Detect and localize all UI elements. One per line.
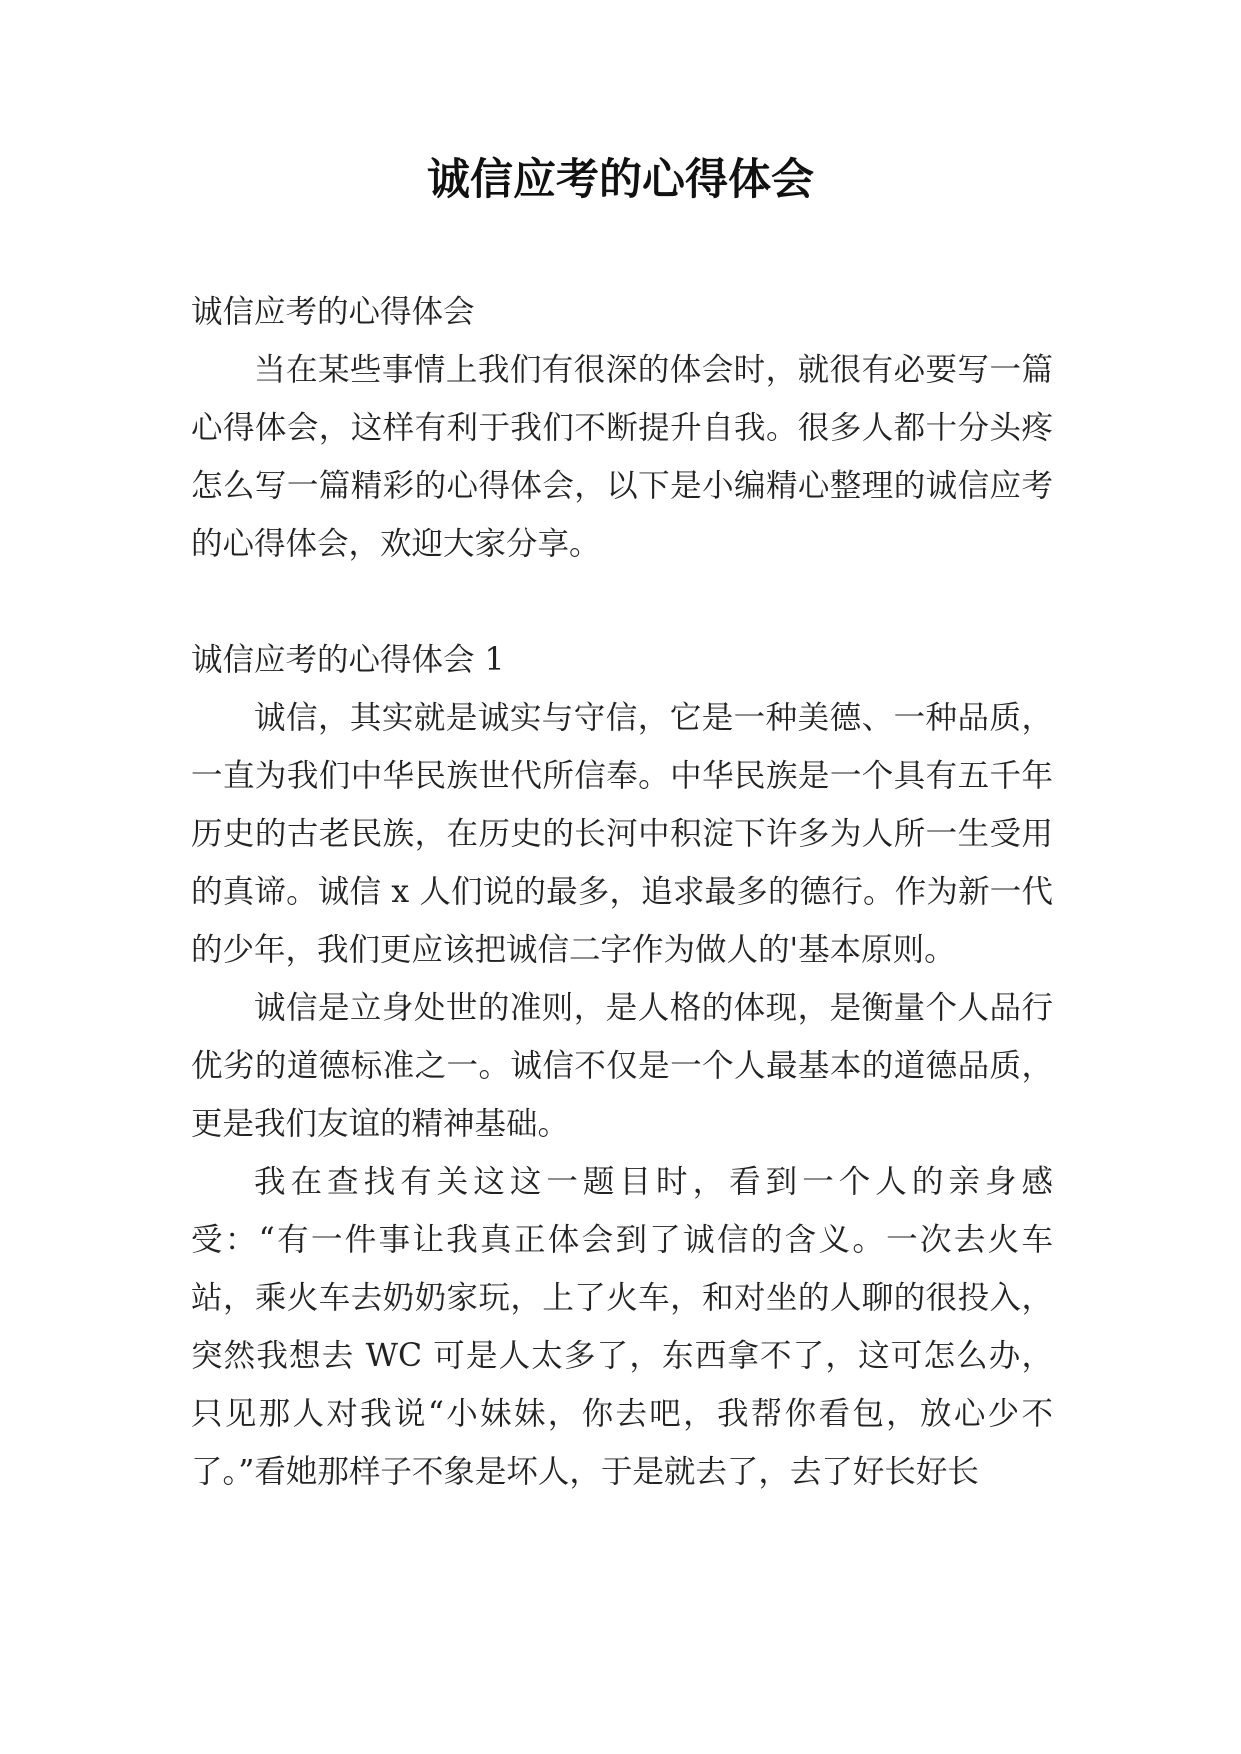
document-body — [191, 283, 1053, 1501]
intro-paragraph: 当在某些事情上我们有很深的体会时，就很有必要写一篇心得体会，这样有利于我们不断提升自我。很多人都十分头疼怎么写一篇精彩的心得体会，以下是小编精心整理的诚信应考的心得体会，欢迎大家分享。 — [191, 352, 1053, 562]
body-paragraph: 诚信，其实就是诚实与守信，它是一种美德、一种品质，一直为我们中华民族世代所信奉。中华民族是一个具有五千年历史的古老民族，在历史的长河中积淀下许多为人所一生受用的真谛。诚信 x 人们说的最多，追求最多的德行。作为新一代的少年，我们更应该把诚信二字作为做人的'基本原则。 — [191, 700, 1053, 968]
intro-heading: 诚信应考的心得体会 — [191, 294, 475, 330]
body-paragraph: 诚信是立身处世的准则，是人格的体现，是衡量个人品行优劣的道德标准之一。诚信不仅是一个人最基本的道德品质，更是我们友谊的精神基础。 — [191, 990, 1053, 1142]
body-paragraph: 我在查找有关这这一题目时，看到一个人的亲身感受：“有一件事让我真正体会到了诚信的含义。一次去火车站，乘火车去奶奶家玩，上了火车，和对坐的人聊的很投入，突然我想去 WC 可是人太多了，东西拿不了，这可怎么办，只见那人对我说“小妹妹，你去吧，我帮你看包，放心少不了。”看她那样子不象是坏人，于是就去了，去了好长好长 — [191, 1164, 1053, 1490]
document-title: 诚信应考的心得体会 — [427, 155, 814, 205]
section-heading: 诚信应考的心得体会 1 — [191, 642, 505, 678]
